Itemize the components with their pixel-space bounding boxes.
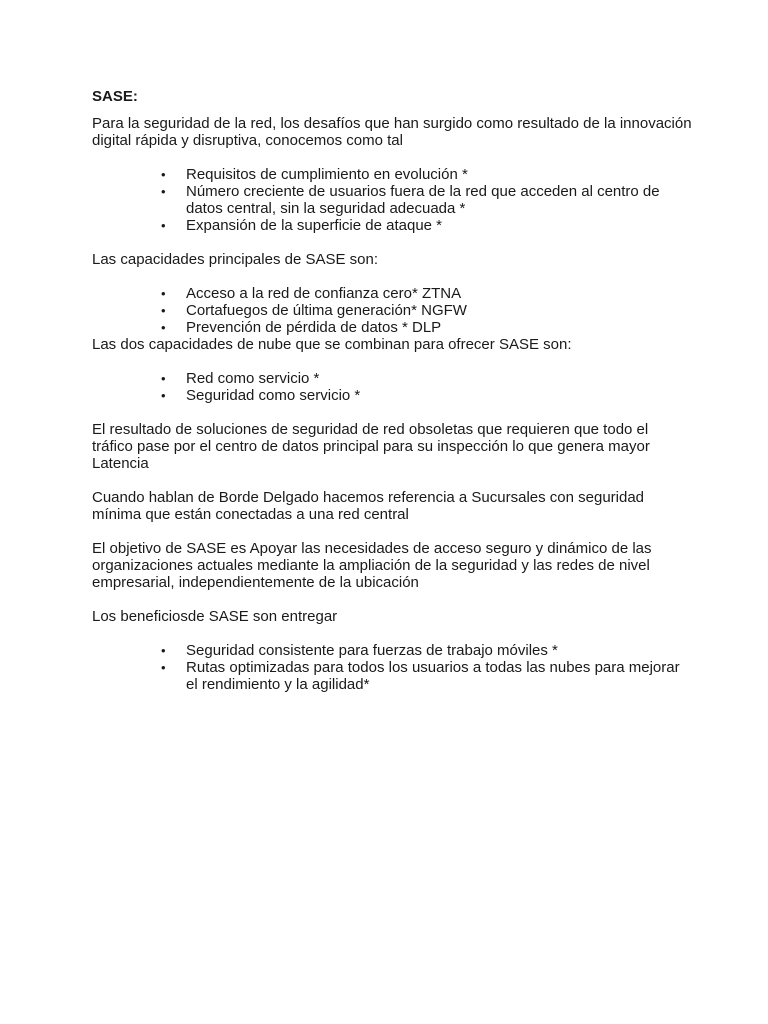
list-item: • Prevención de pérdida de datos * DLP	[186, 319, 692, 336]
list-item: • Seguridad como servicio *	[186, 387, 692, 404]
list-item: • Rutas optimizadas para todos los usuarios a todas las nubes para mejorar el rendimiento y la agilidad*	[186, 659, 692, 693]
objective-paragraph: El objetivo de SASE es Apoyar las necesidades de acceso seguro y dinámico de las organizaciones actuales mediante la ampliación de la seguridad y las redes de nivel empresarial, independientemente de la ubicación	[92, 540, 652, 591]
list-item: • Número creciente de usuarios fuera de la red que acceden al centro de datos central, sin la seguridad adecuada *	[186, 183, 692, 217]
cloud-capabilities-list	[92, 370, 692, 404]
list-item: • Requisitos de cumplimiento en evolución *	[186, 166, 692, 183]
thin-edge-paragraph: Cuando hablan de Borde Delgado hacemos referencia a Sucursales con seguridad mínima que están conectadas a una red central	[92, 489, 645, 523]
list-item: • Acceso a la red de confianza cero* ZTNA	[186, 285, 692, 302]
intro-paragraph: Para la seguridad de la red, los desafíos que han surgido como resultado de la innovación digital rápida y disruptiva, conocemos como tal	[92, 115, 692, 149]
capabilities-intro: Las capacidades principales de SASE son:	[92, 251, 379, 268]
list-item: • Red como servicio *	[186, 370, 692, 387]
challenges-list	[92, 166, 692, 234]
list-item: • Seguridad consistente para fuerzas de trabajo móviles *	[186, 642, 692, 659]
benefits-list	[92, 642, 692, 693]
benefits-intro: Los beneficiosde SASE son entregar	[92, 608, 338, 625]
document-title: SASE:	[92, 88, 138, 105]
list-item: • Cortafuegos de última generación* NGFW	[186, 302, 692, 319]
document-page	[92, 88, 692, 693]
cloud-intro: Las dos capacidades de nube que se combinan para ofrecer SASE son:	[92, 336, 572, 353]
capabilities-list	[92, 285, 692, 336]
result-paragraph: El resultado de soluciones de seguridad de red obsoletas que requieren que todo el tráfico pase por el centro de datos principal para su inspección lo que genera mayor Latencia	[92, 421, 650, 472]
list-item: • Expansión de la superficie de ataque *	[186, 217, 692, 234]
